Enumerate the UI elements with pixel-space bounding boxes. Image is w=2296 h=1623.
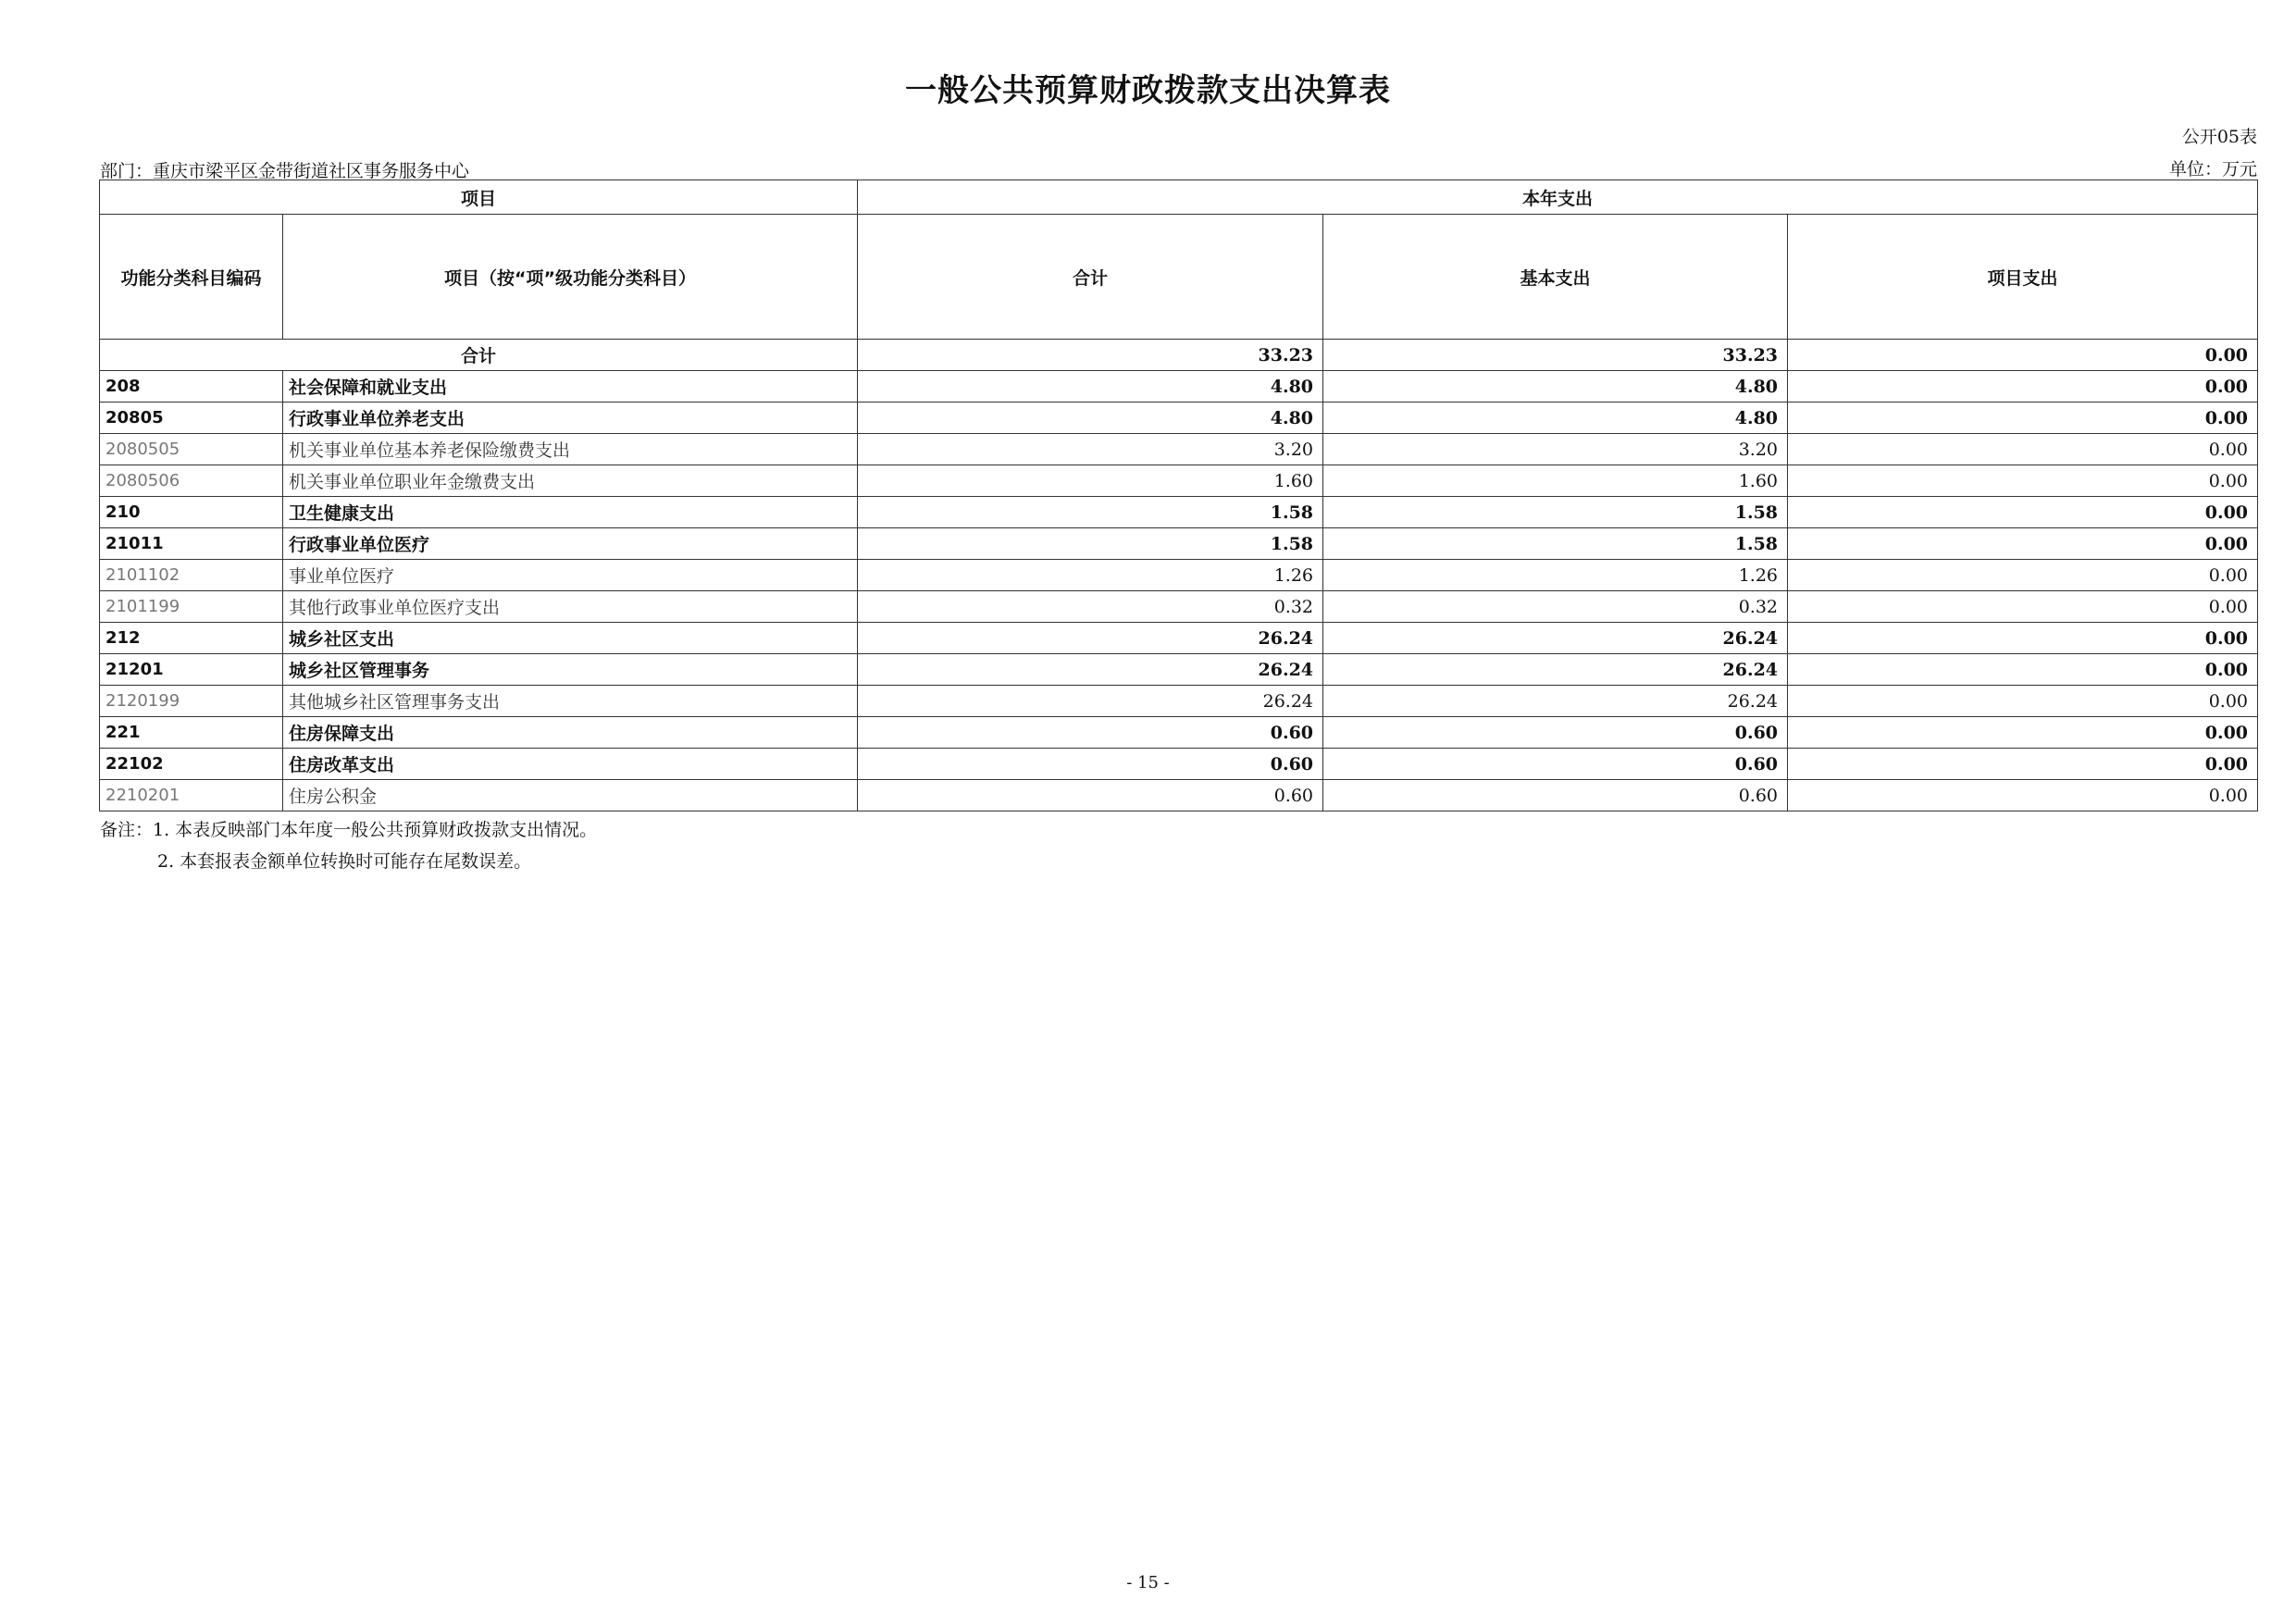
row-name: 行政事业单位养老支出 xyxy=(283,403,858,434)
header-current-year: 本年支出 xyxy=(858,180,2258,215)
header-basic: 基本支出 xyxy=(1323,215,1788,340)
row-basic: 26.24 xyxy=(1323,654,1788,686)
row-basic: 3.20 xyxy=(1323,434,1788,465)
table-row xyxy=(100,528,2258,560)
table-row xyxy=(100,623,2258,654)
row-total: 26.24 xyxy=(858,623,1323,654)
table-row xyxy=(100,403,2258,434)
form-number: 公开05表 xyxy=(2181,127,2257,147)
row-name: 机关事业单位职业年金缴费支出 xyxy=(283,465,858,497)
row-total: 0.60 xyxy=(858,717,1323,749)
row-code: 2120199 xyxy=(100,686,283,717)
table-row xyxy=(100,371,2258,403)
row-code: 208 xyxy=(100,371,283,403)
row-basic: 26.24 xyxy=(1323,686,1788,717)
department-label: 部门：重庆市梁平区金带街道社区事务服务中心 xyxy=(100,161,470,181)
row-project: 0.00 xyxy=(1788,497,2258,528)
note-line-1: 备注：1. 本表反映部门本年度一般公共预算财政拨款支出情况。 xyxy=(100,820,598,840)
row-name: 事业单位医疗 xyxy=(283,560,858,591)
row-basic: 4.80 xyxy=(1323,403,1788,434)
table-row xyxy=(100,717,2258,749)
row-code: 21011 xyxy=(100,528,283,560)
row-name: 住房保障支出 xyxy=(283,717,858,749)
row-total: 26.24 xyxy=(858,686,1323,717)
row-name: 机关事业单位基本养老保险缴费支出 xyxy=(283,434,858,465)
header-project: 项目 xyxy=(100,180,858,215)
row-project: 0.00 xyxy=(1788,403,2258,434)
row-project: 0.00 xyxy=(1788,528,2258,560)
row-project: 0.00 xyxy=(1788,560,2258,591)
header-total: 合计 xyxy=(858,215,1323,340)
row-project: 0.00 xyxy=(1788,371,2258,403)
row-total: 1.60 xyxy=(858,465,1323,497)
row-project: 0.00 xyxy=(1788,623,2258,654)
row-project: 0.00 xyxy=(1788,654,2258,686)
total-row xyxy=(100,340,2258,371)
row-basic: 0.60 xyxy=(1323,780,1788,812)
note-line-2: 2. 本套报表金额单位转换时可能存在尾数误差。 xyxy=(157,851,532,872)
row-total: 1.26 xyxy=(858,560,1323,591)
row-code: 20805 xyxy=(100,403,283,434)
header-code: 功能分类科目编码 xyxy=(100,215,283,340)
table-row xyxy=(100,686,2258,717)
row-basic: 1.60 xyxy=(1323,465,1788,497)
row-project: 0.00 xyxy=(1788,591,2258,623)
header-row-top xyxy=(100,180,2258,215)
row-name: 住房改革支出 xyxy=(283,749,858,780)
total-amount: 33.23 xyxy=(858,340,1323,371)
table-row xyxy=(100,591,2258,623)
row-basic: 1.58 xyxy=(1323,497,1788,528)
page-title: 一般公共预算财政拨款支出决算表 xyxy=(905,72,1391,109)
row-total: 4.80 xyxy=(858,403,1323,434)
row-code: 2210201 xyxy=(100,780,283,812)
row-project: 0.00 xyxy=(1788,717,2258,749)
row-name: 城乡社区管理事务 xyxy=(283,654,858,686)
table-row xyxy=(100,497,2258,528)
row-code: 2101199 xyxy=(100,591,283,623)
row-name: 城乡社区支出 xyxy=(283,623,858,654)
row-name: 住房公积金 xyxy=(283,780,858,812)
row-code: 221 xyxy=(100,717,283,749)
row-basic: 26.24 xyxy=(1323,623,1788,654)
row-name: 其他城乡社区管理事务支出 xyxy=(283,686,858,717)
row-name: 卫生健康支出 xyxy=(283,497,858,528)
row-total: 0.60 xyxy=(858,780,1323,812)
table-row xyxy=(100,465,2258,497)
row-basic: 0.60 xyxy=(1323,749,1788,780)
row-code: 21201 xyxy=(100,654,283,686)
row-total: 3.20 xyxy=(858,434,1323,465)
table-row xyxy=(100,749,2258,780)
row-code: 2080506 xyxy=(100,465,283,497)
row-basic: 0.60 xyxy=(1323,717,1788,749)
row-code: 210 xyxy=(100,497,283,528)
row-basic: 1.58 xyxy=(1323,528,1788,560)
table-row xyxy=(100,780,2258,812)
row-project: 0.00 xyxy=(1788,686,2258,717)
row-code: 22102 xyxy=(100,749,283,780)
notes xyxy=(100,814,597,877)
total-basic: 33.23 xyxy=(1323,340,1788,371)
row-code: 212 xyxy=(100,623,283,654)
row-total: 0.32 xyxy=(858,591,1323,623)
header-project-expense: 项目支出 xyxy=(1788,215,2258,340)
header-name: 项目（按“项”级功能分类科目） xyxy=(283,215,858,340)
row-total: 0.60 xyxy=(858,749,1323,780)
row-code: 2080505 xyxy=(100,434,283,465)
row-project: 0.00 xyxy=(1788,465,2258,497)
page-number: - 15 - xyxy=(1126,1573,1170,1592)
row-basic: 0.32 xyxy=(1323,591,1788,623)
row-total: 4.80 xyxy=(858,371,1323,403)
row-name: 行政事业单位医疗 xyxy=(283,528,858,560)
row-basic: 1.26 xyxy=(1323,560,1788,591)
total-label: 合计 xyxy=(100,340,858,371)
row-total: 26.24 xyxy=(858,654,1323,686)
expenditure-table xyxy=(99,180,2258,812)
row-name: 其他行政事业单位医疗支出 xyxy=(283,591,858,623)
row-basic: 4.80 xyxy=(1323,371,1788,403)
row-project: 0.00 xyxy=(1788,749,2258,780)
row-code: 2101102 xyxy=(100,560,283,591)
row-project: 0.00 xyxy=(1788,780,2258,812)
table-row xyxy=(100,434,2258,465)
row-name: 社会保障和就业支出 xyxy=(283,371,858,403)
row-total: 1.58 xyxy=(858,497,1323,528)
table-row xyxy=(100,654,2258,686)
row-project: 0.00 xyxy=(1788,434,2258,465)
table-row xyxy=(100,560,2258,591)
total-project: 0.00 xyxy=(1788,340,2258,371)
row-total: 1.58 xyxy=(858,528,1323,560)
header-row-columns xyxy=(100,215,2258,340)
unit-label: 单位：万元 xyxy=(2168,159,2257,180)
